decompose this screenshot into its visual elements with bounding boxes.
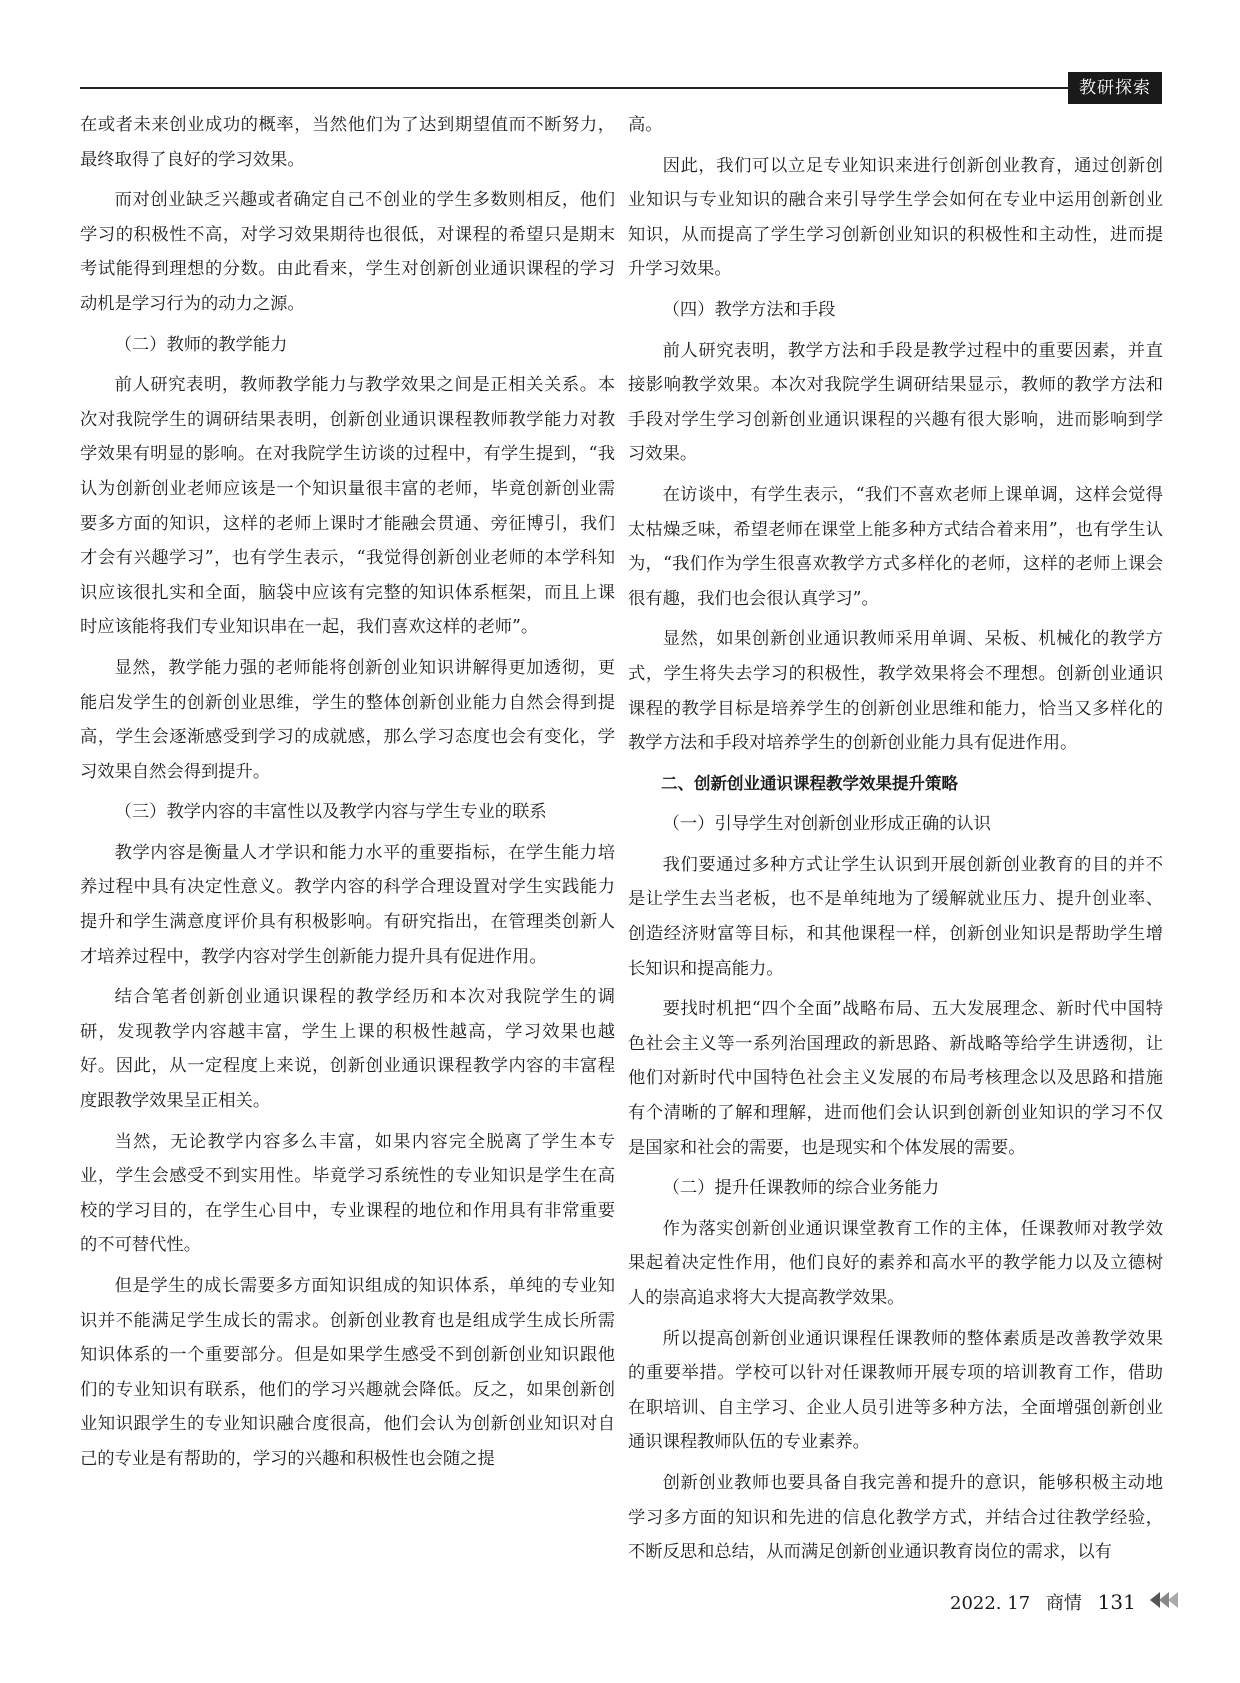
- paragraph-continued: 高。: [628, 115, 663, 135]
- subsection-heading: （一）引导学生对创新创业形成正确的认识: [662, 814, 991, 835]
- paragraph: 我们要通过多种方式让学生认识到开展创新创业教育的目的并不是让学生去当老板，也不是单纯地为了缓解就业压力、提升创业率、创造经济财富等目标，和其他课程一样，创新创业知识是帮助学生增长知识和提高能力。: [628, 854, 1163, 979]
- page-number: 131: [1097, 1590, 1136, 1614]
- paragraph: 显然，如果创新创业通识教师采用单调、呆板、机械化的教学方式，学生将失去学习的积极性，教学效果将会不理想。创新创业通识课程的教学目标是培养学生的创新创业思维和能力，恰当又多样化的教学方法和手段对培养学生的创新创业能力具有促进作用。: [628, 629, 1163, 754]
- paragraph: 在访谈中，有学生表示，“我们不喜欢老师上课单调，这样会觉得太枯燥乏味，希望老师在课堂上能多种方式结合着来用”，也有学生认为，“我们作为学生很喜欢教学方式多样化的老师，这样的老师上课会很有趣，我们也会很认真学习”。: [628, 484, 1163, 609]
- paragraph: 当然，无论教学内容多么丰富，如果内容完全脱离了学生本专业，学生会感受不到实用性。毕竟学习系统性的专业知识是学生在高校的学习目的，在学生心目中，专业课程的地位和作用具有非常重要的不可替代性。: [80, 1131, 615, 1256]
- paragraph: 作为落实创新创业通识课堂教育工作的主体，任课教师对教学效果起着决定性作用，他们良好的素养和高水平的教学能力以及立德树人的崇高追求将大大提高教学效果。: [628, 1218, 1163, 1308]
- paragraph: 教学内容是衡量人才学识和能力水平的重要指标，在学生能力培养过程中具有决定性意义。教学内容的科学合理设置对学生实践能力提升和学生满意度评价具有积极影响。有研究指出，在管理类创新人才培养过程中，教学内容对学生创新能力提升具有促进作用。: [80, 842, 615, 967]
- paragraph: 但是学生的成长需要多方面知识组成的知识体系，单纯的专业知识并不能满足学生成长的需求。创新创业教育也是组成学生成长所需知识体系的一个重要部分。但是如果学生感受不到创新创业知识跟他们的专业知识有联系，他们的学习兴趣就会降低。反之，如果创新创业知识跟学生的专业知识融合度很高，他们会认为创新创业知识对自己的专业是有帮助的，学习的兴趣和积极性也会随之提: [80, 1276, 615, 1469]
- paragraph: 显然，教学能力强的老师能将创新创业知识讲解得更加透彻，更能启发学生的创新创业思维，学生的整体创新创业能力自然会得到提高，学生会逐渐感受到学习的成就感，那么学习态度也会有变化，学习效果自然会得到提升。: [80, 657, 615, 782]
- paragraph: 前人研究表明，教学方法和手段是教学过程中的重要因素，并直接影响教学效果。本次对我院学生调研结果显示，教师的教学方法和手段对学生学习创新创业通识课程的兴趣有很大影响，进而影响到学习效果。: [628, 340, 1163, 465]
- subsection-heading: （三）教学内容的丰富性以及教学内容与学生专业的联系: [114, 802, 547, 823]
- page-footer: [950, 1588, 1192, 1616]
- paragraph: 结合笔者创新创业通识课程的教学经历和本次对我院学生的调研，发现教学内容越丰富，学生上课的积极性越高，学习效果也越好。因此，从一定程度上来说，创新创业通识课程教学内容的丰富程度跟教学效果呈正相关。: [80, 987, 615, 1112]
- paragraph: 所以提高创新创业通识课程任课教师的整体素质是改善教学效果的重要举措。学校可以针对任课教师开展专项的培训教育工作，借助在职培训、自主学习、企业人员引进等多种方法，全面增强创新创业通识课程教师队伍的专业素养。: [628, 1328, 1163, 1453]
- right-column: [628, 108, 1163, 1576]
- issue-label: 2022. 17: [950, 1593, 1031, 1614]
- paragraph-continued: 在或者未来创业成功的概率，当然他们为了达到期望值而不断努力，最终取得了良好的学习效果。: [80, 115, 615, 170]
- paragraph: 前人研究表明，教师教学能力与教学效果之间是正相关关系。本次对我院学生的调研结果表明，创新创业通识课程教师教学能力对教学效果有明显的影响。在对我院学生访谈的过程中，有学生提到，“我认为创新创业老师应该是一个知识量很丰富的老师，毕竟创新创业需要多方面的知识，这样的老师上课时才能融会贯通、旁征博引，我们才会有兴趣学习”，也有学生表示，“我觉得创新创业老师的本学科知识应该很扎实和全面，脑袋中应该有完整的知识体系框架，而且上课时应该能将我们专业知识串在一起，我们喜欢这样的老师”。: [80, 375, 615, 638]
- paragraph: 创新创业教师也要具备自我完善和提升的意识，能够积极主动地学习多方面的知识和先进的信息化教学方式，并结合过往教学经验，不断反思和总结，从而满足创新创业通识教育岗位的需求，以有: [628, 1472, 1163, 1563]
- paragraph: 因此，我们可以立足专业知识来进行创新创业教育，通过创新创业知识与专业知识的融合来引导学生学会如何在专业中运用创新创业知识，从而提高了学生学习创新创业知识的积极性和主动性，进而提升学习效果。: [628, 155, 1163, 280]
- subsection-heading: （二）教师的教学能力: [114, 334, 288, 355]
- paragraph: 要找时机把“四个全面”战略布局、五大发展理念、新时代中国特色社会主义等一系列治国理政的新思路、新战略等给学生讲透彻，让他们对新时代中国特色社会主义发展的布局考核理念以及思路和措施有个清晰的了解和理解，进而他们会认识到创新创业知识的学习不仅是国家和社会的需要，也是现实和个体发展的需要。: [628, 999, 1163, 1158]
- header-rule: [80, 87, 1148, 89]
- journal-name: 商情: [1045, 1593, 1082, 1614]
- subsection-heading: （二）提升任课教师的综合业务能力: [662, 1178, 940, 1199]
- arrow-icon: [1148, 1590, 1182, 1619]
- left-column: [80, 108, 615, 1483]
- subsection-heading: （四）教学方法和手段: [662, 299, 836, 320]
- paragraph: 而对创业缺乏兴趣或者确定自己不创业的学生多数则相反，他们学习的积极性不高，对学习效果期待也很低，对课程的希望只是期末考试能得到理想的分数。由此看来，学生对创新创业通识课程的学习动机是学习行为的动力之源。: [80, 190, 615, 314]
- section-tag: 教研探索: [1068, 72, 1162, 104]
- section-heading: 二、创新创业通识课程教学效果提升策略: [661, 773, 958, 793]
